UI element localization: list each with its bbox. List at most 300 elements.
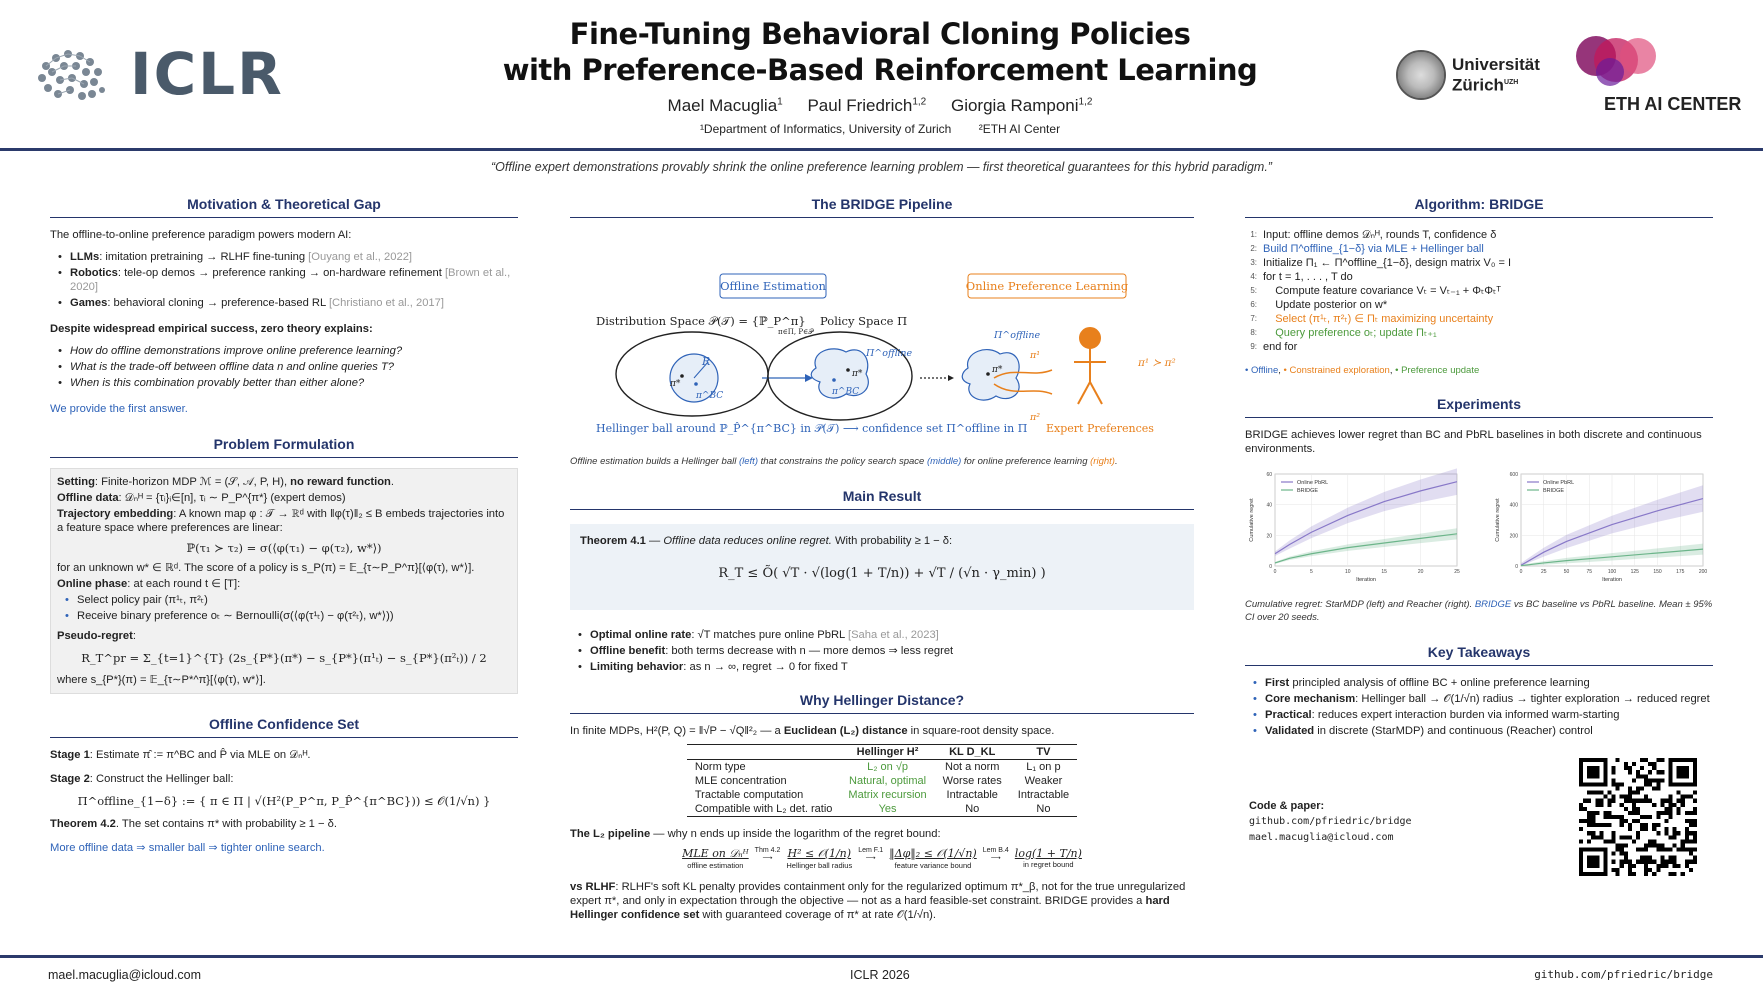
confidence-conclusion: More offline data ⇒ smaller ball ⇒ tighter online search. xyxy=(50,842,325,854)
main-result-section xyxy=(570,488,1194,674)
qr-module xyxy=(1693,823,1697,827)
qr-module xyxy=(1636,848,1640,852)
qr-module xyxy=(1607,815,1611,819)
online-phase-text: Online phase: at each round t ∈ [T]: xyxy=(57,578,241,590)
affiliation: ²ETH AI Center xyxy=(978,122,1061,136)
qr-module xyxy=(1599,831,1603,835)
algorithm-line: 7: Select (π¹ₜ, π²ₜ) ∈ Πₜ maximizing uncertainty xyxy=(1250,313,1494,325)
affiliations xyxy=(420,122,1340,136)
l2-pipeline-chain xyxy=(570,847,1194,870)
pi1-label: π¹ xyxy=(1030,350,1041,361)
qr-module xyxy=(1685,819,1689,823)
qr-module xyxy=(1603,815,1607,819)
regret-label: Pseudo-regret: xyxy=(57,630,136,642)
qr-module xyxy=(1677,831,1681,835)
qr-module xyxy=(1644,872,1648,876)
x-tick-label: 125 xyxy=(1630,569,1639,575)
legend-label: BRIDGE xyxy=(1543,488,1565,494)
list-item: • How do offline demonstrations improve online preference learning? xyxy=(58,344,518,358)
left-column xyxy=(50,196,518,855)
qr-module xyxy=(1664,827,1668,831)
chain-arrow: Lem B.4 ⟶ xyxy=(982,847,1009,862)
qr-module xyxy=(1669,860,1673,864)
qr-module xyxy=(1640,758,1644,762)
qr-module xyxy=(1587,815,1591,819)
qr-module xyxy=(1612,831,1616,835)
qr-module xyxy=(1612,852,1616,856)
qr-module xyxy=(1693,848,1697,852)
qr-module xyxy=(1644,860,1648,864)
qr-module xyxy=(1599,835,1603,839)
qr-module xyxy=(1644,843,1648,847)
qr-module xyxy=(1612,868,1616,872)
qr-module xyxy=(1628,872,1632,876)
qr-module xyxy=(1612,778,1616,782)
y-tick-label: 40 xyxy=(1266,502,1272,509)
qr-module xyxy=(1656,815,1660,819)
offline-data-text: Offline data: 𝒟ₙᴴ = {τᵢ}ᵢ∈[n], τᵢ ∼ P_P^{π*} (expert demos) xyxy=(57,492,346,504)
qr-module xyxy=(1628,835,1632,839)
qr-module xyxy=(1603,823,1607,827)
y-tick-label: 600 xyxy=(1509,472,1518,478)
qr-module xyxy=(1644,782,1648,786)
legend-label: BRIDGE xyxy=(1297,488,1319,494)
x-tick-label: 75 xyxy=(1586,569,1593,575)
qr-module xyxy=(1648,762,1652,766)
qr-module xyxy=(1599,823,1603,827)
qr-module xyxy=(1681,843,1685,847)
chain-step: log(1 + T/n) in regret bound xyxy=(1014,847,1082,869)
expert-figure-icon xyxy=(1074,328,1106,404)
qr-module xyxy=(1656,782,1660,786)
code-links xyxy=(1249,798,1412,846)
email-link[interactable]: mael.macuglia@icloud.com xyxy=(1249,832,1394,843)
qr-module xyxy=(1620,843,1624,847)
qr-module xyxy=(1689,860,1693,864)
footer-divider xyxy=(0,955,1763,958)
qr-module xyxy=(1624,856,1628,860)
section-title: Experiments xyxy=(1245,396,1713,418)
qr-module xyxy=(1693,807,1697,811)
qr-module xyxy=(1652,823,1656,827)
list-item: • Receive binary preference oₜ ∼ Bernoulli(σ(⟨φ(τ¹ₜ) − φ(τ²ₜ), w*⟩)) xyxy=(65,609,511,623)
x-tick-label: 20 xyxy=(1417,569,1424,575)
qr-module xyxy=(1673,803,1677,807)
qr-module xyxy=(1644,827,1648,831)
distribution-space-subscript: π∈Π, P∈𝒫 xyxy=(778,328,814,336)
y-tick-label: 400 xyxy=(1509,502,1518,509)
qr-module xyxy=(1681,795,1685,799)
qr-module xyxy=(1591,835,1595,839)
expert-preferences-label: Expert Preferences xyxy=(1046,422,1154,435)
qr-module xyxy=(1656,848,1660,852)
qr-module xyxy=(1693,811,1697,815)
preference-equation: ℙ(τ₁ ≻ τ₂) = σ(⟨φ(τ₁) − φ(τ₂), w*⟩) xyxy=(186,541,382,555)
qr-module xyxy=(1595,791,1599,795)
qr-module xyxy=(1620,848,1624,852)
qr-module xyxy=(1587,811,1591,815)
qr-module xyxy=(1607,811,1611,815)
qr-module xyxy=(1599,803,1603,807)
qr-module xyxy=(1624,799,1628,803)
qr-module xyxy=(1632,803,1636,807)
trajectory-embedding-text: Trajectory embedding: A known map φ : 𝒯 → ℝᵈ with ‖φ(τ)‖₂ ≤ B embeds trajectories into a feature space where preferences are linear: xyxy=(57,508,505,534)
x-tick-label: 15 xyxy=(1381,569,1387,575)
uzh-wordmark: Universität Zürich$^{UZH}$ xyxy=(1452,55,1540,95)
code-label: Code & paper: xyxy=(1249,800,1325,812)
qr-module xyxy=(1595,823,1599,827)
qr-module xyxy=(1664,807,1668,811)
qr-module xyxy=(1612,835,1616,839)
qr-module xyxy=(1673,843,1677,847)
qr-module xyxy=(1689,848,1693,852)
qr-module xyxy=(1656,868,1660,872)
qr-module xyxy=(1595,811,1599,815)
qr-module xyxy=(1628,860,1632,864)
qr-module xyxy=(1636,799,1640,803)
algorithm-line: 5: Compute feature covariance Vₜ = Vₜ₋₁ + ΦₜΦₜᵀ xyxy=(1250,285,1502,297)
qr-module xyxy=(1632,819,1636,823)
qr-module xyxy=(1612,770,1616,774)
qr-module xyxy=(1656,770,1660,774)
chain-arrow: Lem F.1 ⟶ xyxy=(858,847,884,862)
author-list xyxy=(420,96,1340,116)
pipeline-diagram xyxy=(570,228,1194,446)
regret-equation: R_T^pr = Σ_{t=1}^{T} (2s_{P*}(π*) − s_{P*}(π¹ₜ) − s_{P*}(π²ₜ)) / 2 xyxy=(81,651,487,665)
qr-module xyxy=(1648,839,1652,843)
x-axis-label: Iteration xyxy=(1602,577,1622,583)
section-title: Problem Formulation xyxy=(50,436,518,458)
qr-module xyxy=(1603,811,1607,815)
algorithm-line: 3: Initialize Π₁ ← Π^offline_{1−δ}, design matrix V₀ = I xyxy=(1250,257,1512,269)
qr-module xyxy=(1624,762,1628,766)
qr-module xyxy=(1612,839,1616,843)
qr-module xyxy=(1693,839,1697,843)
qr-module xyxy=(1681,803,1685,807)
qr-module xyxy=(1612,799,1616,803)
qr-module xyxy=(1624,766,1628,770)
footer-repo[interactable]: github.com/pfriedric/bridge xyxy=(1534,968,1713,981)
qr-module xyxy=(1620,815,1624,819)
qr-module xyxy=(1693,791,1697,795)
section-title: Algorithm: BRIDGE xyxy=(1245,196,1713,218)
qr-module xyxy=(1685,839,1689,843)
qr-module xyxy=(1632,778,1636,782)
iclr-wordmark: ICLR xyxy=(130,40,284,108)
qr-module xyxy=(1587,819,1591,823)
qr-module xyxy=(1583,807,1587,811)
qr-module xyxy=(1620,803,1624,807)
qr-module xyxy=(1652,827,1656,831)
algorithm-listing xyxy=(1245,228,1713,354)
pi-offline-label: Π^offline xyxy=(866,348,913,359)
qr-module xyxy=(1591,819,1595,823)
qr-module xyxy=(1652,839,1656,843)
qr-module xyxy=(1648,856,1652,860)
qr-module xyxy=(1689,839,1693,843)
takeaway-list xyxy=(1253,676,1713,738)
contact-block xyxy=(1245,758,1713,888)
qr-module xyxy=(1591,791,1595,795)
table-row: MLE concentration Natural, optimal Worse rates Weaker xyxy=(694,775,1063,787)
problem-box xyxy=(50,468,518,694)
qr-module xyxy=(1652,860,1656,864)
list-item: • Optimal online rate: √T matches pure online PbRL [Saha et al., 2023] xyxy=(578,628,1194,642)
hellinger-caption: Hellinger ball around ℙ_P̂^{π^BC} in 𝒫(𝒯) ⟶ confidence set Π^offline in Π xyxy=(596,422,1028,435)
theorem-4-1-box xyxy=(570,524,1194,610)
footer-email[interactable]: mael.macuglia@icloud.com xyxy=(48,968,202,982)
qr-module xyxy=(1587,823,1591,827)
qr-module xyxy=(1652,762,1656,766)
qr-module xyxy=(1628,786,1632,790)
qr-module xyxy=(1689,819,1693,823)
qr-module xyxy=(1644,778,1648,782)
qr-module xyxy=(1640,860,1644,864)
qr-module xyxy=(1693,831,1697,835)
x-axis-label: Iteration xyxy=(1356,577,1376,583)
table-row: Norm type L₂ on √p Not a norm L₁ on p xyxy=(694,761,1061,773)
qr-module xyxy=(1591,831,1595,835)
qr-module xyxy=(1636,835,1640,839)
qr-code-icon[interactable] xyxy=(1579,758,1697,876)
qr-module xyxy=(1628,770,1632,774)
qr-module xyxy=(1636,770,1640,774)
qr-module xyxy=(1607,791,1611,795)
motivation-intro: The offline-to-online preference paradigm powers modern AI: xyxy=(50,229,352,241)
qr-module xyxy=(1628,827,1632,831)
x-tick-label: 25 xyxy=(1454,569,1460,575)
qr-module xyxy=(1673,831,1677,835)
hellinger-section xyxy=(570,692,1194,922)
pi-star-label-3: π* xyxy=(992,365,1003,375)
starmdp-regret-chart xyxy=(1245,466,1467,590)
qr-module xyxy=(1591,823,1595,827)
qr-module xyxy=(1648,770,1652,774)
section-title: Motivation & Theoretical Gap xyxy=(50,196,518,218)
qr-module xyxy=(1616,786,1620,790)
qr-module xyxy=(1660,848,1664,852)
x-tick-label: 175 xyxy=(1676,569,1685,575)
qr-module xyxy=(1628,868,1632,872)
author: Paul Friedrich$^{1,2}$ xyxy=(807,96,927,115)
qr-module xyxy=(1669,835,1673,839)
qr-module xyxy=(1587,831,1591,835)
qr-module xyxy=(1644,815,1648,819)
qr-module xyxy=(1640,799,1644,803)
experiments-caption: Cumulative regret: StarMDP (left) and Reacher (right). BRIDGE vs BC baseline vs PbRL baseline. Mean ± 95% CI over 20 seeds. xyxy=(1245,599,1713,623)
qr-module xyxy=(1632,839,1636,843)
qr-module xyxy=(1685,831,1689,835)
chain-step: MLE on 𝒟ₙᴴ offline estimation xyxy=(682,847,749,870)
qr-module xyxy=(1660,843,1664,847)
qr-module xyxy=(1607,799,1611,803)
pipeline-section xyxy=(570,196,1194,468)
experiments-intro: BRIDGE achieves lower regret than BC and PbRL baselines in both discrete and continuous environments. xyxy=(1245,429,1702,455)
qr-finder-core xyxy=(1587,856,1599,868)
list-item: • What is the trade-off between offline data n and online queries T? xyxy=(58,360,518,374)
qr-module xyxy=(1644,848,1648,852)
qr-module xyxy=(1669,803,1673,807)
poster-title-line1: Fine-Tuning Behavioral Cloning Policies xyxy=(569,17,1191,51)
problem-section xyxy=(50,436,518,694)
qr-module xyxy=(1660,803,1664,807)
qr-module xyxy=(1648,799,1652,803)
table-row: Compatible with L₂ det. ratio Yes No No xyxy=(687,802,1077,817)
qr-module xyxy=(1644,823,1648,827)
algorithm-line: 8: Query preference oₜ; update Πₜ₊₁ xyxy=(1250,327,1437,339)
eth-ai-center-logo xyxy=(1566,34,1746,120)
qr-module xyxy=(1648,778,1652,782)
qr-module xyxy=(1664,819,1668,823)
radius-label: R xyxy=(702,355,711,368)
footer-venue: ICLR 2026 xyxy=(850,968,910,982)
qr-module xyxy=(1673,835,1677,839)
qr-module xyxy=(1620,782,1624,786)
qr-module xyxy=(1607,839,1611,843)
qr-module xyxy=(1579,839,1583,843)
qr-module xyxy=(1677,807,1681,811)
qr-module xyxy=(1660,811,1664,815)
qr-module xyxy=(1579,827,1583,831)
qr-module xyxy=(1660,856,1664,860)
qr-module xyxy=(1583,799,1587,803)
qr-module xyxy=(1587,799,1591,803)
where-text: where s_{P*}(π) = 𝔼_{τ∼P*^π}[⟨φ(τ), w*⟩]. xyxy=(57,674,266,686)
qr-module xyxy=(1664,831,1668,835)
qr-module xyxy=(1693,856,1697,860)
qr-module xyxy=(1685,811,1689,815)
qr-module xyxy=(1607,803,1611,807)
stage2-text: Stage 2: Construct the Hellinger ball: xyxy=(50,773,234,785)
qr-module xyxy=(1652,872,1656,876)
list-item: • Offline benefit: both terms decrease with n — more demos ⇒ less regret xyxy=(578,644,1194,658)
x-tick-label: 0 xyxy=(1273,569,1277,575)
qr-module xyxy=(1612,860,1616,864)
key-quote: “Offline expert demonstrations provably shrink the online preference learning problem — first theoretical guarantees for this hybrid paradigm.” xyxy=(491,160,1272,174)
qr-module xyxy=(1685,848,1689,852)
regret-bound-equation: R_T ≤ Õ( √T · √(log(1 + T/n)) + √T / (√n · γ_min) ) xyxy=(718,566,1046,581)
qr-module xyxy=(1669,856,1673,860)
list-item: • Select policy pair (π¹ₜ, π²ₜ) xyxy=(65,593,511,607)
qr-module xyxy=(1669,795,1673,799)
qr-module xyxy=(1624,860,1628,864)
x-tick-label: 200 xyxy=(1698,569,1708,575)
list-item: • Limiting behavior: as n → ∞, regret → 0 for fixed T xyxy=(578,660,1194,674)
qr-module xyxy=(1660,778,1664,782)
pi-star-label: π* xyxy=(670,379,681,389)
list-item: • First principled analysis of offline BC + online preference learning xyxy=(1253,676,1713,690)
qr-module xyxy=(1607,823,1611,827)
qr-module xyxy=(1644,758,1648,762)
qr-module xyxy=(1673,827,1677,831)
qr-module xyxy=(1648,860,1652,864)
qr-module xyxy=(1673,872,1677,876)
qr-module xyxy=(1648,843,1652,847)
qr-module xyxy=(1693,835,1697,839)
qr-module xyxy=(1648,782,1652,786)
x-tick-label: 5 xyxy=(1310,569,1313,575)
distribution-space-label: Distribution Space 𝒫(𝒯) = {ℙ_P^π} xyxy=(596,314,806,328)
qr-module xyxy=(1640,766,1644,770)
qr-module xyxy=(1620,819,1624,823)
qr-module xyxy=(1620,864,1624,868)
qr-module xyxy=(1599,791,1603,795)
qr-module xyxy=(1616,758,1620,762)
qr-module xyxy=(1612,766,1616,770)
qr-module xyxy=(1644,864,1648,868)
table-header-row: Hellinger H² KL D_KL TV xyxy=(687,745,1077,760)
qr-module xyxy=(1681,848,1685,852)
qr-module xyxy=(1636,860,1640,864)
affiliation: ¹Department of Informatics, University of Zurich xyxy=(699,122,952,136)
question-list xyxy=(58,344,518,390)
qr-module xyxy=(1628,766,1632,770)
qr-module xyxy=(1652,786,1656,790)
section-title: The BRIDGE Pipeline xyxy=(570,196,1194,218)
qr-module xyxy=(1652,766,1656,770)
experiments-section xyxy=(1245,396,1713,624)
qr-module xyxy=(1632,864,1636,868)
qr-module xyxy=(1685,835,1689,839)
algorithm-line: 4: for t = 1, . . . , T do xyxy=(1250,271,1353,283)
qr-module xyxy=(1628,864,1632,868)
qr-module xyxy=(1664,864,1668,868)
qr-module xyxy=(1644,799,1648,803)
qr-module xyxy=(1587,791,1591,795)
x-tick-label: 50 xyxy=(1563,569,1570,575)
qr-module xyxy=(1616,782,1620,786)
qr-module xyxy=(1616,815,1620,819)
pi-bc-label-2: π^BC xyxy=(832,387,860,397)
section-title: Offline Confidence Set xyxy=(50,716,518,738)
theorem-4-2: Theorem 4.2. The set contains π* with probability ≥ 1 − δ. xyxy=(50,818,337,830)
takeaways-section xyxy=(1245,644,1713,888)
qr-module xyxy=(1677,864,1681,868)
qr-module xyxy=(1660,799,1664,803)
qr-module xyxy=(1660,758,1664,762)
qr-module xyxy=(1664,860,1668,864)
list-item: • Core mechanism: Hellinger ball → 𝒪(1/√n) radius → tighter exploration → reduced regret xyxy=(1253,692,1713,706)
list-item: • When is this combination provably better than either alone? xyxy=(58,376,518,390)
list-item: • Practical: reduces expert interaction burden via informed warm-starting xyxy=(1253,708,1713,722)
chain-step: ‖Δφ‖₂ ≤ 𝒪(1/√n) feature variance bound xyxy=(889,847,977,870)
y-tick-label: 200 xyxy=(1509,533,1518,540)
title-block xyxy=(420,16,1340,136)
qr-module xyxy=(1632,811,1636,815)
policy-space-label: Policy Space Π xyxy=(820,314,908,328)
qr-module xyxy=(1579,807,1583,811)
qr-module xyxy=(1656,843,1660,847)
repo-link[interactable]: github.com/pfriedric/bridge xyxy=(1249,816,1412,827)
legend-label: Online PbRL xyxy=(1297,480,1329,486)
qr-module xyxy=(1603,795,1607,799)
qr-module xyxy=(1595,835,1599,839)
qr-module xyxy=(1636,791,1640,795)
poster-header xyxy=(0,0,1763,150)
qr-module xyxy=(1624,807,1628,811)
qr-module xyxy=(1673,860,1677,864)
qr-module xyxy=(1624,795,1628,799)
qr-module xyxy=(1583,819,1587,823)
qr-module xyxy=(1632,762,1636,766)
motivation-section xyxy=(50,196,518,416)
qr-module xyxy=(1624,835,1628,839)
qr-module xyxy=(1640,815,1644,819)
qr-module xyxy=(1677,811,1681,815)
uzh-logo xyxy=(1396,48,1546,104)
author: Mael Macuglia$^1$ xyxy=(667,96,783,115)
qr-module xyxy=(1628,823,1632,827)
